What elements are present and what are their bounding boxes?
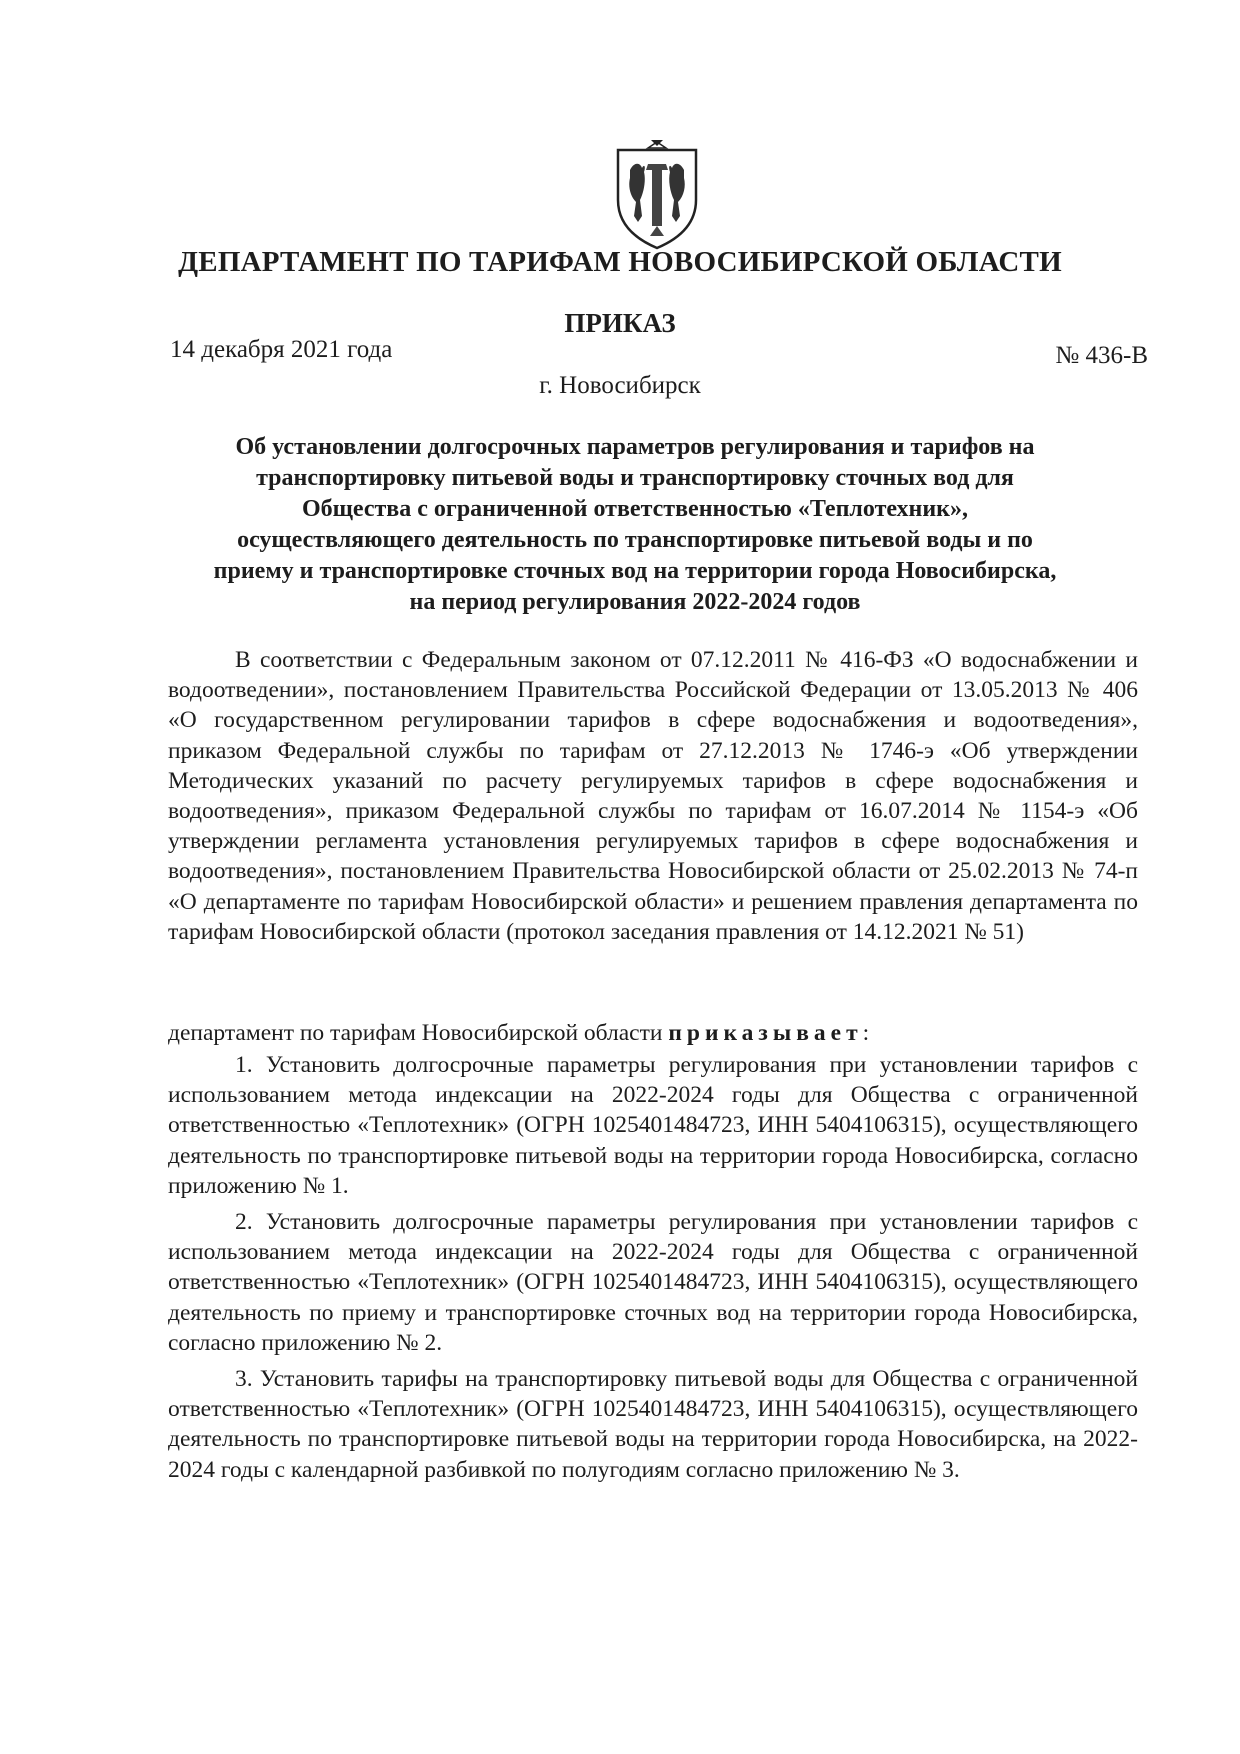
subject-line: транспортировку питьевой воды и транспортировку сточных вод для	[256, 465, 1014, 491]
decree-word: приказывает	[668, 1020, 863, 1046]
decree-line	[168, 1018, 1138, 1048]
order-date: 14 декабря 2021 года	[170, 336, 393, 363]
order-item-3: 3. Установить тарифы на транспортировку питьевой воды для Общества с ограниченной ответственностью «Теплотехник» (ОГРН 1025401484723, ИНН 5404106315), осуществляющего деятельность по транспортировке питьевой воды на территории города Новосибирска, на 2022-2024 годы с календарной разбивкой по полугодиям согласно приложению № 3.	[168, 1366, 1138, 1483]
decree-colon: :	[862, 1020, 870, 1046]
order-city: г. Новосибирск	[539, 372, 701, 399]
document-type-heading: ПРИКАЗ	[564, 308, 676, 338]
subject-line: Об установлении долгосрочных параметров регулирования и тарифов на	[235, 434, 1035, 460]
order-subject	[150, 432, 1120, 618]
subject-line: на период регулирования 2022-2024 годов	[409, 589, 861, 615]
order-item-1: 1. Установить долгосрочные параметры регулирования при установлении тарифов с использованием метода индексации на 2022-2024 годы для Общества с ограниченной ответственностью «Теплотехник» (ОГРН 1025401484723, ИНН 5404106315), осуществляющего деятельность по транспортировке питьевой воды на территории города Новосибирска, согласно приложению № 1.	[168, 1052, 1138, 1199]
order-item-2: 2. Установить долгосрочные параметры регулирования при установлении тарифов с использованием метода индексации на 2022-2024 годы для Общества с ограниченной ответственностью «Теплотехник» (ОГРН 1025401484723, ИНН 5404106315), осуществляющего деятельность по приему и транспортировке сточных вод на территории города Новосибирска, согласно приложению № 2.	[168, 1209, 1138, 1356]
subject-line: осуществляющего деятельность по транспортировке питьевой воды и по	[237, 527, 1033, 553]
preamble-paragraph: В соответствии с Федеральным законом от 07.12.2011 № 416-ФЗ «О водоснабжении и водоотведении», постановлением Правительства Российской Федерации от 13.05.2013 № 406 «О государственном регулировании тарифов в сфере водоснабжения и водоотведения», приказом Федеральной службы по тарифам от 27.12.2013 № 1746-э «Об утверждении Методических указаний по расчету регулируемых тарифов в сфере водоснабжения и водоотведения», приказом Федеральной службы по тарифам от 16.07.2014 № 1154-э «Об утверждении регламента установления регулируемых тарифов в сфере водоснабжения и водоотведения», постановлением Правительства Новосибирской области от 25.02.2013 № 74-п «О департаменте по тарифам Новосибирской области» и решением правления департамента по тарифам Новосибирской области (протокол заседания правления от 14.12.2021 № 51)	[168, 647, 1138, 945]
decree-intro: департамент по тарифам Новосибирской области	[168, 1020, 663, 1046]
subject-line: приему и транспортировке сточных вод на территории города Новосибирска,	[213, 558, 1057, 584]
order-number: № 436-В	[1055, 342, 1148, 369]
coat-of-arms-emblem	[610, 140, 704, 252]
subject-line: Общества с ограниченной ответственностью «Теплотехник»,	[301, 496, 969, 522]
department-title: ДЕПАРТАМЕНТ ПО ТАРИФАМ НОВОСИБИРСКОЙ ОБЛАСТИ	[178, 246, 1062, 278]
